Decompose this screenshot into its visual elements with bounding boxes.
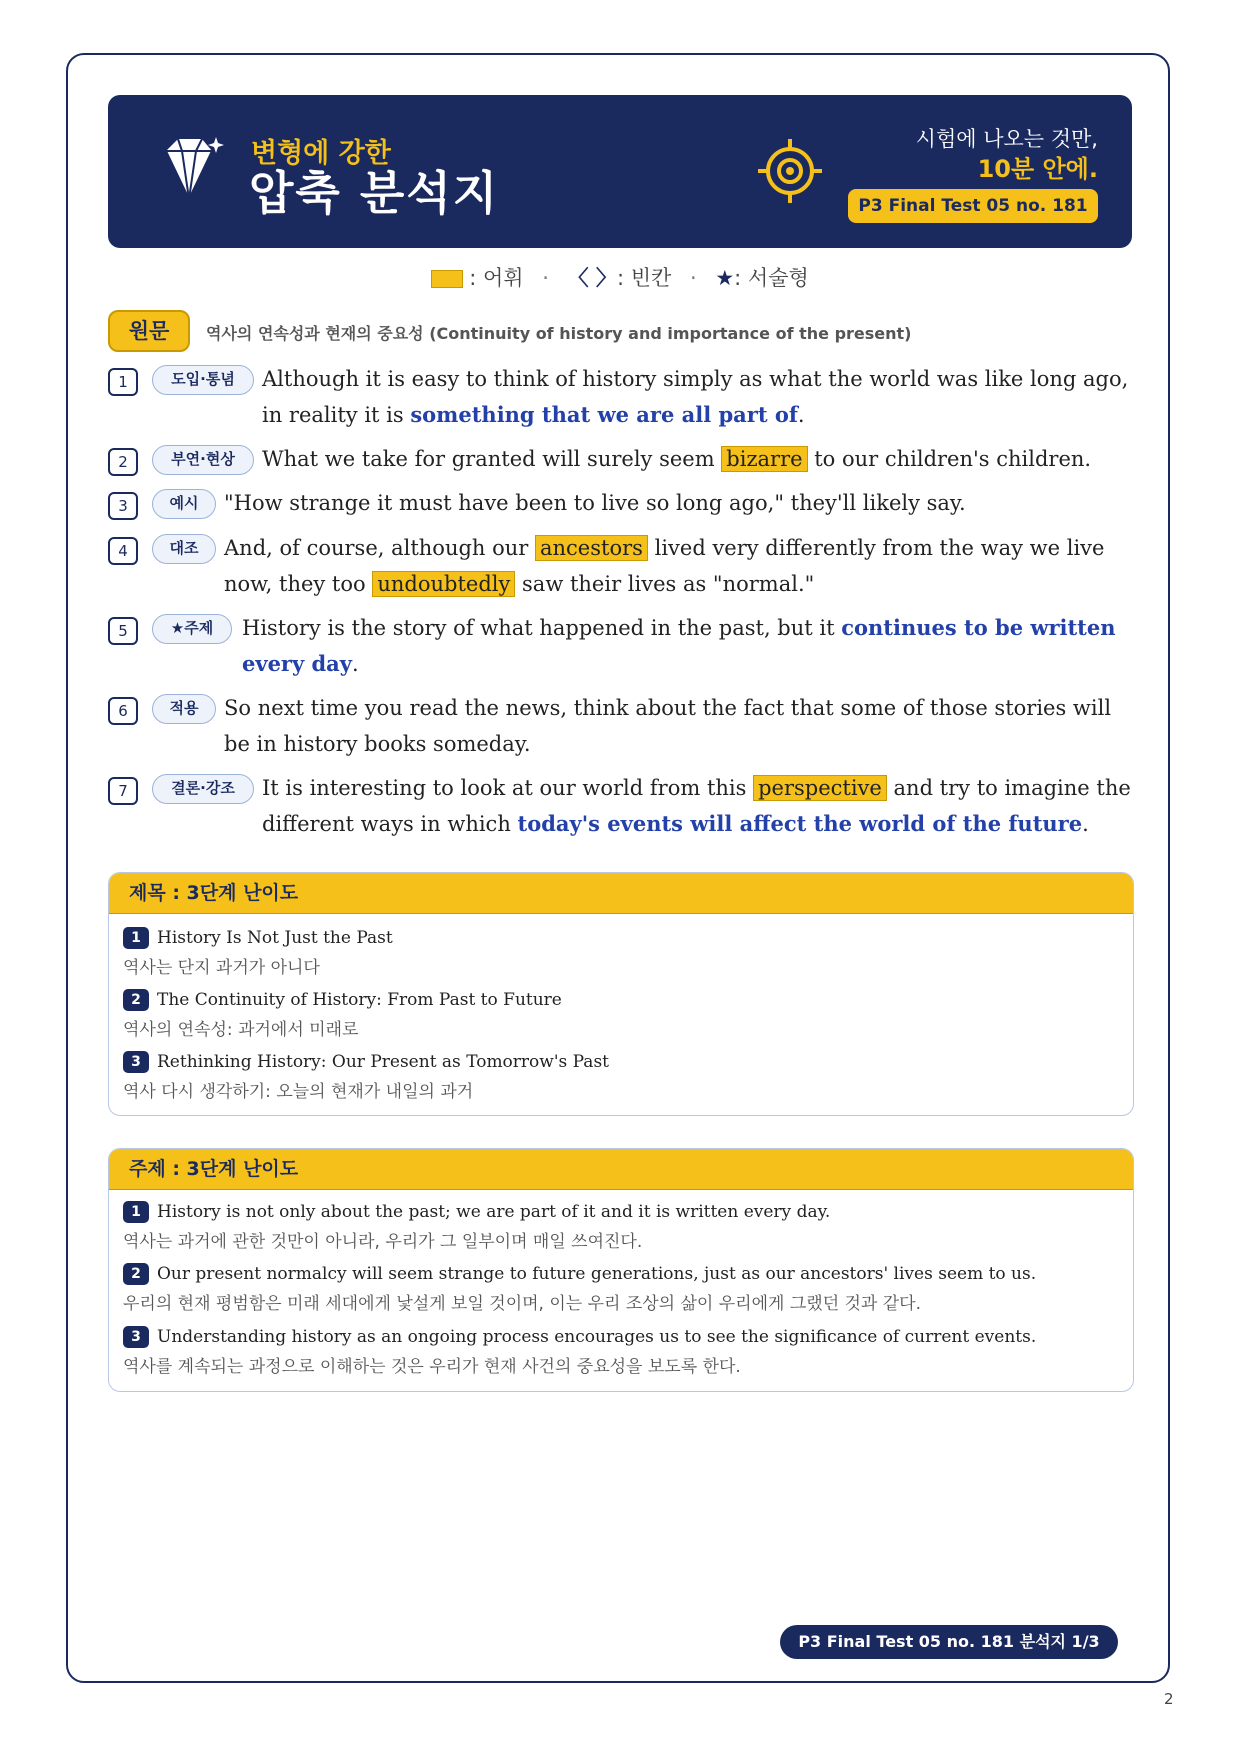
item-english: History is not only about the past; we are part of it and it is written every day. [157,1202,831,1222]
item-english: Our present normalcy will seem strange to future generations, just as our ancestors' lives seem to us. [157,1264,1037,1284]
legend-star-label: : 서술형 [734,266,809,290]
item-korean: 역사는 단지 과거가 아니다 [123,958,320,978]
item-number: 3 [123,1326,149,1348]
item-korean: 역사의 연속성: 과거에서 미래로 [123,1020,359,1040]
tagline-line-2: 10분 안에. [977,155,1098,183]
sentence-number: 2 [108,448,138,476]
item-english: Understanding history as an ongoing process encourages us to see the significance of current events. [157,1327,1037,1347]
sentence-text: History is the story of what happened in the past, but it continues to be written every day. [242,615,1116,676]
item-number: 1 [123,927,149,949]
item-english: The Continuity of History: From Past to Future [157,990,562,1010]
title-item [123,1051,609,1102]
sentence-text: Although it is easy to think of history simply as what the world was like long ago, in reality it is something that we are all part of. [262,367,1129,427]
legend [0,262,1240,292]
sentence-text: It is interesting to look at our world from this perspective and try to imagine the different ways in which today's events will affect the world of the future. [262,776,1131,836]
page-frame [66,53,1170,1683]
legend-blank-label: : 빈칸 [616,266,672,290]
vocab-swatch-icon [431,270,463,288]
titles-box [108,872,1134,1116]
sentence-text: And, of course, although our ancestors lived very differently from the way we live now, they too undoubtedly saw their lives as "normal." [224,536,1105,596]
tagline-line-1: 시험에 나오는 것만, [915,127,1098,151]
diamond-icon [158,137,224,205]
sentence-role-tag: 예시 [152,489,216,519]
themes-heading: 주제 : 3단계 난이도 [109,1149,1133,1190]
sentence-number: 4 [108,537,138,565]
header-title: 압축 분석지 [249,166,500,220]
sentence-role-tag: 부연·현상 [152,445,254,475]
key-phrase: something that we are all part of [410,402,798,427]
theme-item [123,1201,830,1252]
item-korean: 역사는 과거에 관한 것만이 아니라, 우리가 그 일부이며 매일 쓰여진다. [123,1232,643,1252]
sentence-text: "How strange it must have been to live so long ago," they'll likely say. [224,491,966,515]
sentence-number: 6 [108,697,138,725]
theme-item [123,1263,1036,1314]
legend-separator: · [542,266,549,290]
theme-item [123,1326,1036,1377]
test-code-pill: P3 Final Test 05 no. 181 [848,189,1098,223]
item-number: 1 [123,1201,149,1223]
original-badge: 원문 [108,310,190,352]
sentence-role-tag: 도입·통념 [152,365,254,395]
item-number: 3 [123,1051,149,1073]
sentence-role-tag: 결론·강조 [152,774,254,804]
original-title: 역사의 연속성과 현재의 중요성 (Continuity of history and importance of the present) [206,324,912,343]
vocab-highlight: bizarre [721,446,807,472]
page-number: 2 [1164,1690,1174,1708]
vocab-highlight: ancestors [535,535,648,561]
blank-bracket-icon: 〈 〉 [567,266,617,290]
star-icon: ★ [715,266,735,290]
sentence-number: 7 [108,777,138,805]
sentence-text: So next time you read the news, think about the fact that some of those stories will be in history books someday. [224,696,1112,756]
item-number: 2 [123,989,149,1011]
vocab-highlight: undoubtedly [372,571,515,597]
target-icon [758,139,822,203]
item-korean: 역사를 계속되는 과정으로 이해하는 것은 우리가 현재 사건의 중요성을 보도록 한다. [123,1357,741,1377]
legend-vocab-label: : 어휘 [469,266,524,290]
item-korean: 우리의 현재 평범함은 미래 세대에게 낯설게 보일 것이며, 이는 우리 조상의 삶이 우리에게 그랬던 것과 같다. [123,1294,922,1314]
sentence-role-tag: 적용 [152,694,216,724]
item-english: History Is Not Just the Past [157,928,393,948]
sentence-role-tag: 대조 [152,534,216,564]
sentence-number: 3 [108,492,138,520]
sentence-number: 1 [108,368,138,396]
header-subtitle: 변형에 강한 [251,138,391,169]
item-korean: 역사 다시 생각하기: 오늘의 현재가 내일의 과거 [123,1082,474,1102]
sentence-number: 5 [108,617,138,645]
themes-box [108,1148,1134,1392]
vocab-highlight: perspective [753,775,887,801]
titles-heading: 제목 : 3단계 난이도 [109,873,1133,914]
legend-separator: · [689,266,697,290]
header-banner [108,95,1132,248]
item-number: 2 [123,1263,149,1285]
item-english: Rethinking History: Our Present as Tomorrow's Past [157,1052,610,1072]
sentence-role-tag: ★주제 [152,614,232,644]
key-phrase: today's events will affect the world of the future [517,811,1083,836]
key-phrase: continues to be written every day [242,615,1116,676]
footer-label: P3 Final Test 05 no. 181 분석지 1/3 [780,1625,1118,1659]
title-item [123,927,393,978]
sentence-text: What we take for granted will surely seem bizarre to our children's children. [262,447,1092,471]
title-item [123,989,562,1040]
